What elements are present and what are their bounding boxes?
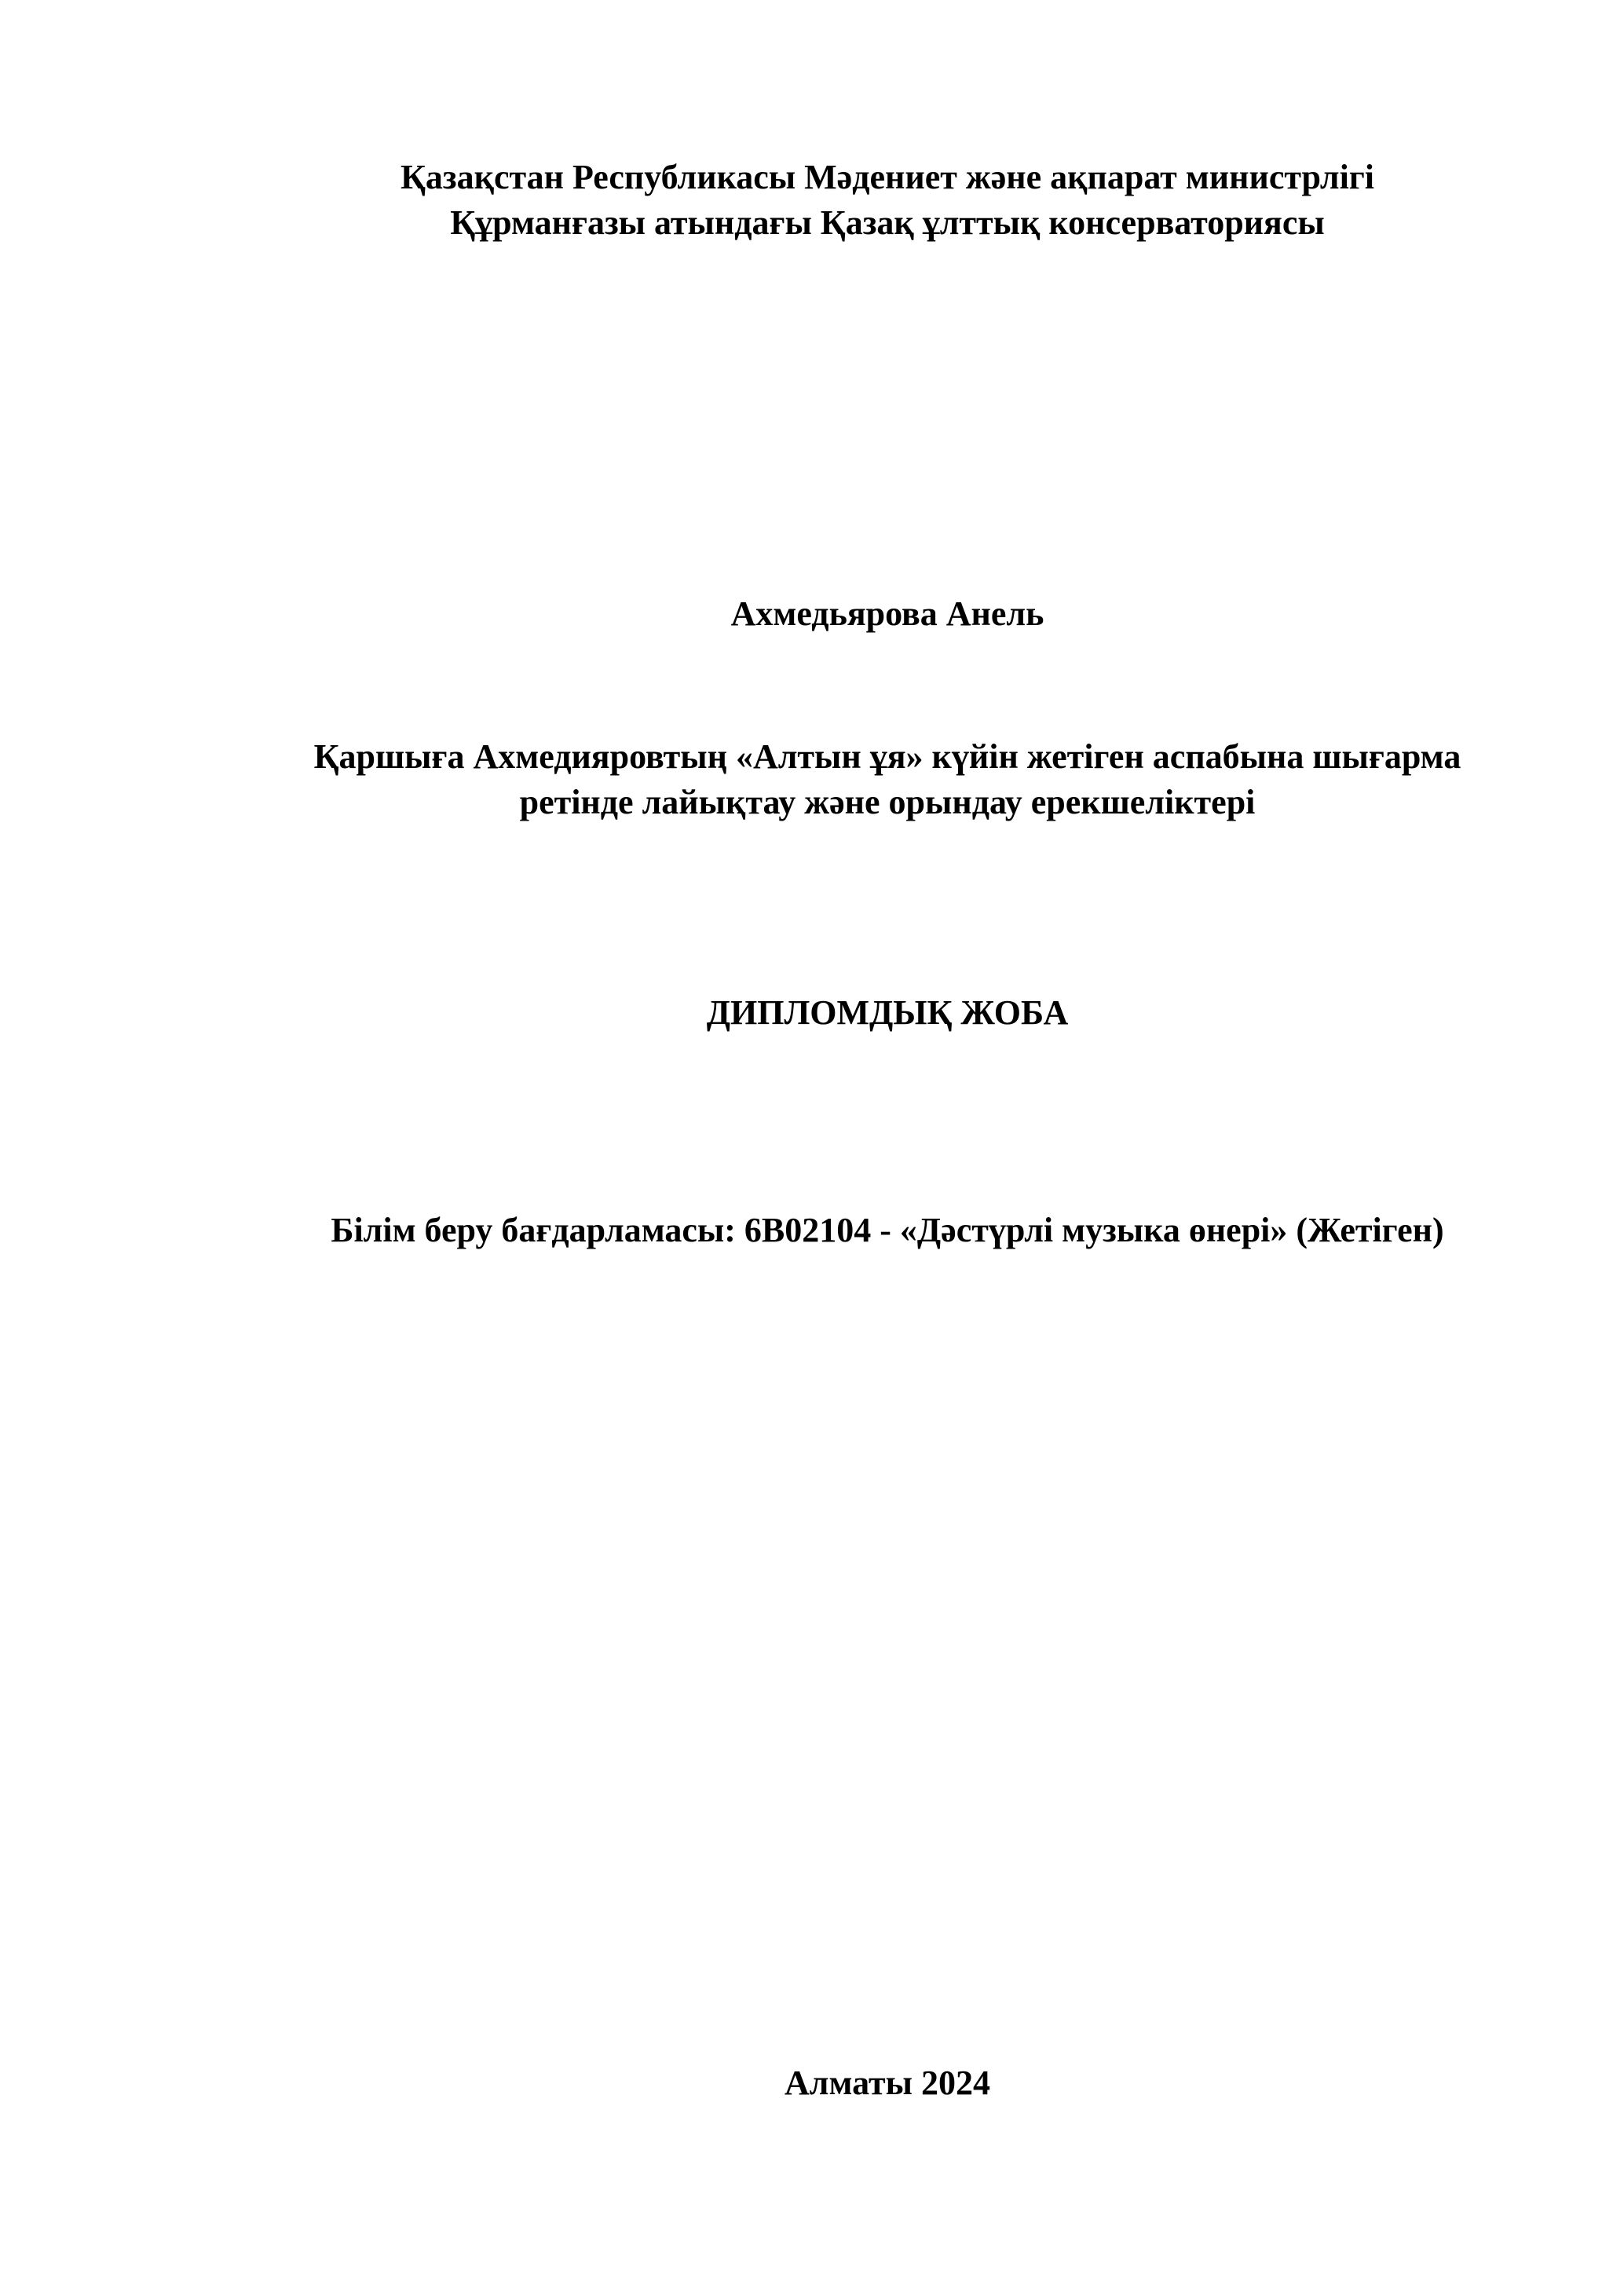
thesis-title-line-2: ретінде лайықтау және орындау ерекшеліктері — [519, 783, 1256, 821]
education-program: Білім беру бағдарламасы: 6В02104 - «Дәстүрлі музыка өнері» (Жетіген) — [331, 1211, 1444, 1249]
author-name: Ахмедьярова Анель — [730, 594, 1044, 633]
document-type: ДИПЛОМДЫҚ ЖОБА — [706, 993, 1069, 1032]
city-year: Алматы 2024 — [785, 2064, 990, 2102]
thesis-title-line-1: Қаршыға Ахмедияровтың «Алтын ұя» күйін жетіген аспабына шығарма — [313, 737, 1461, 776]
ministry-heading: Қазақстан Республикасы Мәдениет және ақпарат министрлігі — [401, 158, 1374, 196]
conservatory-heading: Құрманғазы атындағы Қазақ ұлттық консерваториясы — [450, 203, 1325, 242]
